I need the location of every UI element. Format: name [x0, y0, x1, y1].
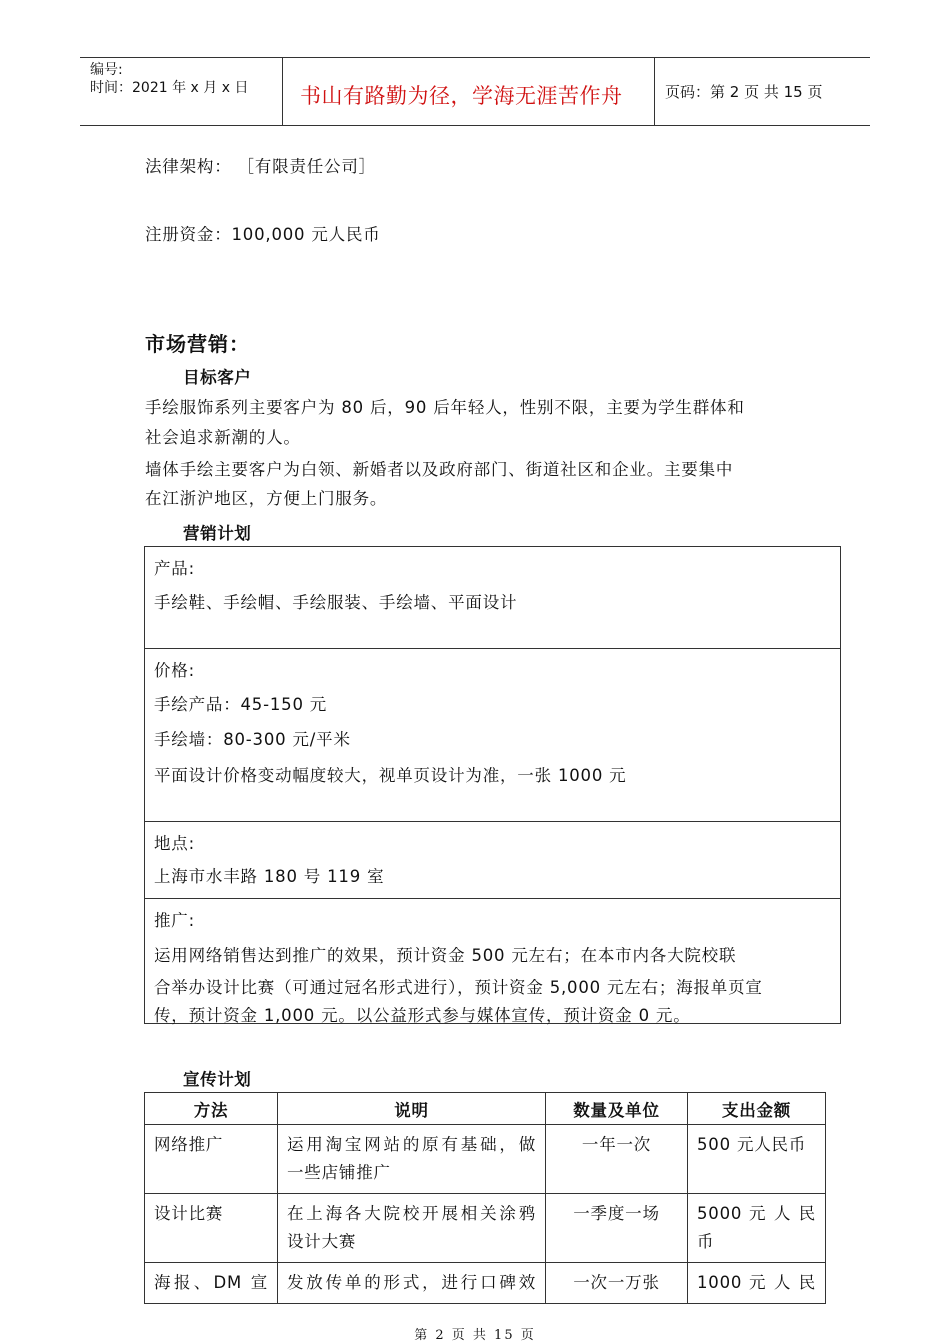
cell-description-line: 发放传单的形式，进行口碑效: [287, 1273, 536, 1292]
cell-quantity: 一年一次: [546, 1125, 688, 1194]
cell-method: 设计比赛: [145, 1194, 278, 1263]
column-header-description: 说明: [278, 1093, 546, 1125]
plan-price-line-3: 平面设计价格变动幅度较大，视单页设计为准，一张 1000 元: [154, 766, 627, 785]
target-para1-line2: 社会追求新潮的人。: [145, 428, 301, 447]
plan-location-section: [145, 821, 840, 899]
cell-amount: [688, 1263, 826, 1304]
cell-description-line: 运用淘宝网站的原有基础，做: [287, 1135, 536, 1154]
publicity-table: [144, 1092, 826, 1304]
plan-product-items: 手绘鞋、手绘帽、手绘服装、手绘墙、平面设计: [154, 593, 518, 612]
header-time: 时间：2021 年 x 月 x 日: [90, 80, 249, 96]
heading-publicity-plan: 宣传计划: [183, 1070, 252, 1089]
cell-amount: [688, 1194, 826, 1263]
column-header-method: 方法: [145, 1093, 278, 1125]
plan-price-label: 价格:: [154, 661, 195, 680]
page-footer: 第 2 页 共 15 页: [414, 1328, 536, 1343]
cell-description-line: 一些店铺推广: [287, 1163, 391, 1182]
marketing-plan-box: [144, 546, 841, 1024]
cell-amount-line: 5000 元 人 民: [697, 1204, 816, 1223]
plan-promotion-line-1: 运用网络销售达到推广的效果，预计资金 500 元左右；在本市内各大院校联: [154, 946, 737, 965]
cell-amount-line: 1000 元 人 民: [697, 1273, 816, 1292]
column-header-quantity: 数量及单位: [546, 1093, 688, 1125]
plan-promotion-label: 推广:: [154, 911, 195, 930]
plan-promotion-line-3: 传，预计资金 1,000 元。以公益形式参与媒体宣传，预计资金 0 元。: [154, 1006, 691, 1025]
plan-price-section: [145, 648, 840, 822]
cell-amount-line: 币: [697, 1232, 715, 1251]
cell-description-line: 在上海各大院校开展相关涂鸦: [287, 1204, 536, 1223]
plan-location-label: 地点:: [154, 834, 195, 853]
target-para1-line1: 手绘服饰系列主要客户为 80 后，90 后年轻人，性别不限，主要为学生群体和: [145, 398, 745, 417]
table-row: [145, 1194, 826, 1263]
cell-quantity: 一次一万张: [546, 1263, 688, 1304]
target-para2-line1: 墙体手绘主要客户为白领、新婚者以及政府部门、街道社区和企业。主要集中: [145, 460, 734, 479]
registered-capital: 注册资金：100,000 元人民币: [145, 225, 381, 244]
plan-product-section: [145, 547, 840, 648]
cell-quantity: 一季度一场: [546, 1194, 688, 1263]
table-row: [145, 1125, 826, 1194]
table-header-row: [145, 1093, 826, 1125]
header-motto: 书山有路勤为径，学海无涯苦作舟: [300, 84, 623, 108]
plan-price-line-1: 手绘产品：45-150 元: [154, 695, 328, 714]
legal-structure: 法律架构： ［有限责任公司］: [145, 157, 376, 176]
plan-promotion-section: [145, 898, 840, 1025]
header-divider-2: [654, 57, 655, 125]
plan-promotion-line-2: 合举办设计比赛（可通过冠名形式进行），预计资金 5,000 元左右；海报单页宣: [154, 978, 763, 997]
cell-description: [278, 1194, 546, 1263]
cell-description: [278, 1263, 546, 1304]
cell-description-line: 设计大赛: [287, 1232, 357, 1251]
cell-method: 网络推广: [145, 1125, 278, 1194]
cell-description: [278, 1125, 546, 1194]
column-header-amount: 支出金额: [688, 1093, 826, 1125]
header-top-rule: [80, 57, 870, 58]
header-divider-1: [282, 57, 283, 125]
cell-amount-line: 500 元人民币: [697, 1135, 807, 1154]
cell-amount: [688, 1125, 826, 1194]
plan-price-line-2: 手绘墙：80-300 元/平米: [154, 730, 351, 749]
cell-method: 海报、DM 宣: [145, 1263, 278, 1304]
header-page-number: 页码：第 2 页 共 15 页: [665, 83, 823, 101]
heading-marketing-plan: 营销计划: [183, 524, 252, 543]
heading-target-customers: 目标客户: [183, 368, 252, 387]
section-title-marketing: 市场营销：: [145, 332, 250, 356]
plan-product-label: 产品:: [154, 559, 195, 578]
header-bottom-rule: [80, 125, 870, 126]
header-serial: 编号:: [90, 62, 123, 78]
table-row: [145, 1263, 826, 1304]
plan-location-value: 上海市水丰路 180 号 119 室: [154, 867, 385, 886]
target-para2-line2: 在江浙沪地区，方便上门服务。: [145, 489, 388, 508]
